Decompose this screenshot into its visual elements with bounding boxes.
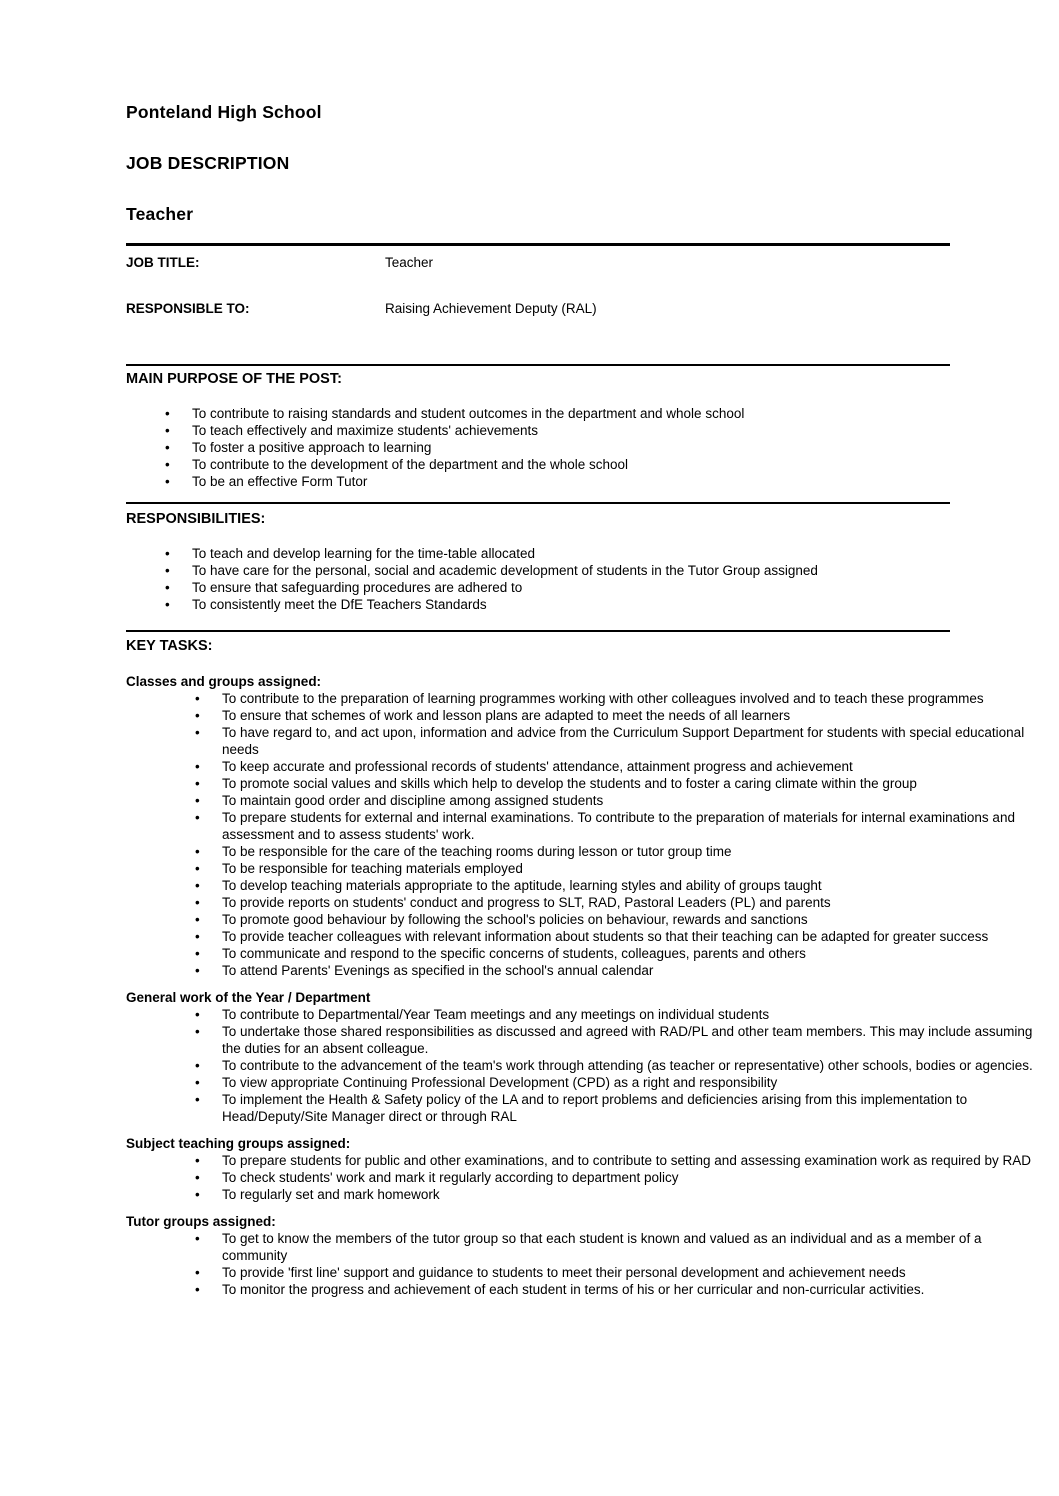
bullet-item: • To provide reports on students' conduct and progress to SLT, RAD, Pastoral Leaders (PL) and parents bbox=[126, 894, 1045, 911]
bullet-item: • To communicate and respond to the specific concerns of students, colleagues, parents and others bbox=[126, 945, 1045, 962]
bullet-item: • To contribute to the preparation of learning programmes working with other colleagues involved and to teach these programmes bbox=[126, 690, 1045, 707]
bullet-item: • To monitor the progress and achievement of each student in terms of his or her curricular and non-curricular activities. bbox=[126, 1281, 1045, 1298]
bullet-item: • To contribute to Departmental/Year Team meetings and any meetings on individual students bbox=[126, 1006, 1045, 1023]
job-title-value: Teacher bbox=[385, 255, 434, 270]
responsible-to-value: Raising Achievement Deputy (RAL) bbox=[385, 301, 597, 316]
bullet-item: • To contribute to the development of the department and the whole school bbox=[126, 456, 1045, 473]
responsible-to-row bbox=[126, 300, 1045, 317]
subsection-tutor-groups bbox=[126, 1213, 1045, 1298]
job-title-row bbox=[126, 254, 1045, 271]
bullet-item: • To provide teacher colleagues with relevant information about students so that their teaching can be adapted for greater success bbox=[126, 928, 1045, 945]
bullet-item: • To attend Parents' Evenings as specified in the school's annual calendar bbox=[126, 962, 1045, 979]
divider-key-tasks bbox=[126, 630, 950, 632]
bullet-item: • To contribute to the advancement of the team's work through attending (as teacher or representative) other schools, bodies or agencies. bbox=[126, 1057, 1045, 1074]
bullet-item: • To check students' work and mark it regularly according to department policy bbox=[126, 1169, 1045, 1186]
subject-teaching-list bbox=[126, 1152, 1045, 1203]
role-title: Teacher bbox=[126, 204, 194, 224]
bullet-item: • To consistently meet the DfE Teachers Standards bbox=[126, 596, 1045, 613]
school-name: Ponteland High School bbox=[126, 102, 322, 122]
main-purpose-list bbox=[126, 405, 1045, 490]
main-purpose-heading: MAIN PURPOSE OF THE POST: bbox=[126, 371, 342, 387]
bullet-item: • To prepare students for public and other examinations, and to contribute to setting and assessing examination work as required by RAD bbox=[126, 1152, 1045, 1169]
classes-list bbox=[126, 690, 1045, 979]
bullet-item: • To view appropriate Continuing Professional Development (CPD) as a right and responsibility bbox=[126, 1074, 1045, 1091]
bullet-item: • To have care for the personal, social and academic development of students in the Tutor Group assigned bbox=[126, 562, 1045, 579]
bullet-item: • To be an effective Form Tutor bbox=[126, 473, 1045, 490]
bullet-item: • To prepare students for external and internal examinations. To contribute to the preparation of materials for internal examinations and assessment and to assess students' work. bbox=[126, 809, 1045, 843]
bullet-item: • To teach effectively and maximize students' achievements bbox=[126, 422, 1045, 439]
bullet-item: • To implement the Health & Safety policy of the LA and to report problems and deficiencies arising from this implementation to Head/Deputy/Site Manager direct or through RAL bbox=[126, 1091, 1045, 1125]
divider-top bbox=[126, 243, 950, 246]
responsible-to-label: RESPONSIBLE TO: bbox=[126, 301, 250, 316]
subsection-classes bbox=[126, 673, 1045, 979]
divider-main-purpose bbox=[126, 364, 950, 366]
job-title-label: JOB TITLE: bbox=[126, 255, 200, 270]
general-work-heading: General work of the Year / Department bbox=[126, 990, 371, 1005]
general-work-list bbox=[126, 1006, 1045, 1125]
bullet-item: • To get to know the members of the tutor group so that each student is known and valued as an individual and as a member of a community bbox=[126, 1230, 1045, 1264]
bullet-item: • To ensure that schemes of work and lesson plans are adapted to meet the needs of all learners bbox=[126, 707, 1045, 724]
bullet-item: • To keep accurate and professional records of students' attendance, attainment progress and achievement bbox=[126, 758, 1045, 775]
subsection-general-work bbox=[126, 989, 1045, 1125]
tutor-groups-heading: Tutor groups assigned: bbox=[126, 1214, 276, 1229]
subject-teaching-heading: Subject teaching groups assigned: bbox=[126, 1136, 351, 1151]
subsection-subject-teaching bbox=[126, 1135, 1045, 1203]
bullet-item: • To be responsible for the care of the teaching rooms during lesson or tutor group time bbox=[126, 843, 1045, 860]
bullet-item: • To maintain good order and discipline among assigned students bbox=[126, 792, 1045, 809]
bullet-item: • To promote good behaviour by following the school's policies on behaviour, rewards and sanctions bbox=[126, 911, 1045, 928]
key-tasks-heading: KEY TASKS: bbox=[126, 638, 213, 654]
bullet-item: • To foster a positive approach to learning bbox=[126, 439, 1045, 456]
bullet-item: • To have regard to, and act upon, information and advice from the Curriculum Support Department for students with special educational needs bbox=[126, 724, 1045, 758]
tutor-groups-list bbox=[126, 1230, 1045, 1298]
bullet-item: • To teach and develop learning for the time-table allocated bbox=[126, 545, 1045, 562]
bullet-item: • To be responsible for teaching materials employed bbox=[126, 860, 1045, 877]
bullet-item: • To develop teaching materials appropriate to the aptitude, learning styles and ability of groups taught bbox=[126, 877, 1045, 894]
bullet-item: • To promote social values and skills which help to develop the students and to foster a caring climate within the group bbox=[126, 775, 1045, 792]
divider-responsibilities bbox=[126, 502, 950, 504]
responsibilities-heading: RESPONSIBILITIES: bbox=[126, 511, 266, 527]
responsibilities-list bbox=[126, 545, 1045, 613]
bullet-item: • To provide 'first line' support and guidance to students to meet their personal development and achievement needs bbox=[126, 1264, 1045, 1281]
bullet-item: • To regularly set and mark homework bbox=[126, 1186, 1045, 1203]
bullet-item: • To undertake those shared responsibilities as discussed and agreed with RAD/PL and other team members. This may include assuming the duties for an absent colleague. bbox=[126, 1023, 1045, 1057]
doc-type-title: JOB DESCRIPTION bbox=[126, 153, 290, 173]
bullet-item: • To contribute to raising standards and student outcomes in the department and whole school bbox=[126, 405, 1045, 422]
classes-heading: Classes and groups assigned: bbox=[126, 674, 322, 689]
bullet-item: • To ensure that safeguarding procedures are adhered to bbox=[126, 579, 1045, 596]
